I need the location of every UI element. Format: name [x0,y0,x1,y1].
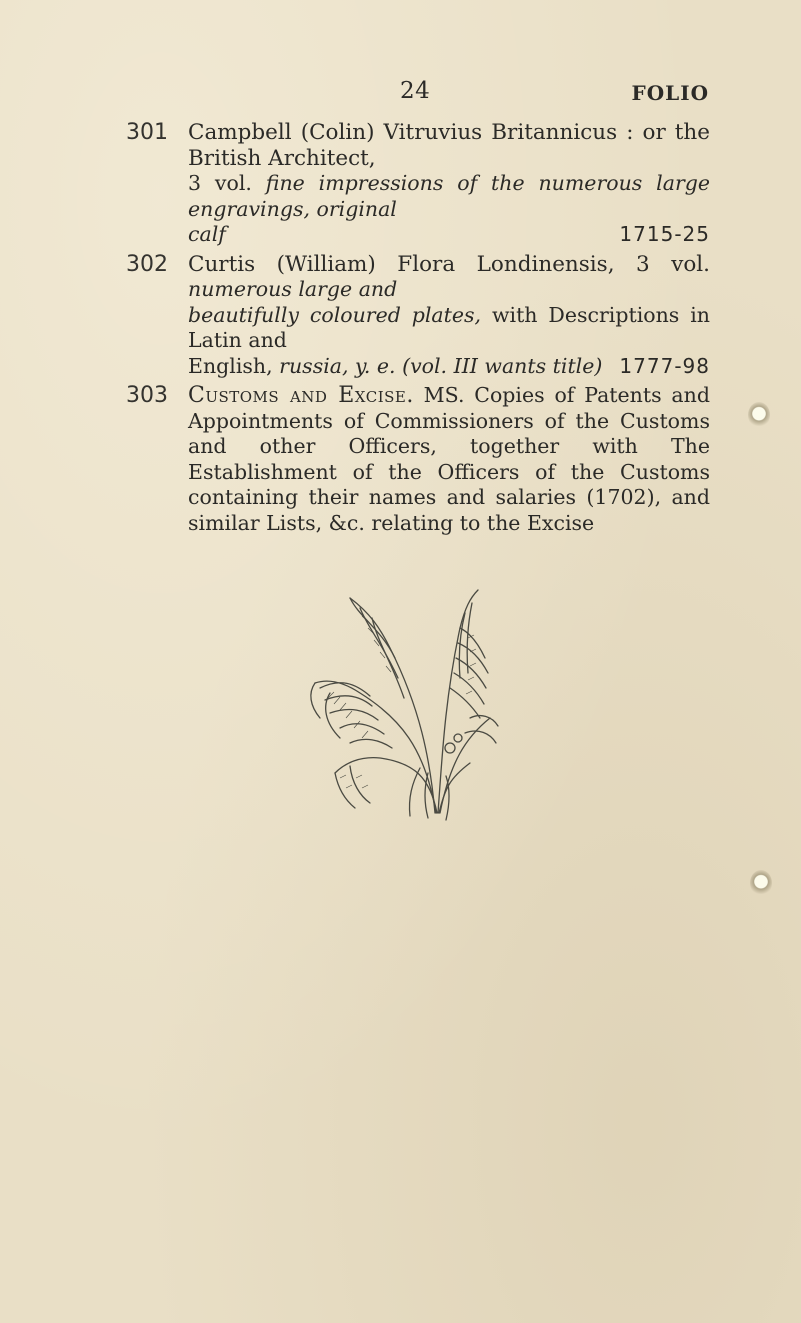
entry-date: 1715-25 [619,222,710,246]
entry-title: Campbell (Colin) Vitruvius Britannicus : or the British Architect, [188,120,710,171]
paper-stain [748,402,770,428]
catalogue-entry [0,383,801,536]
lot-number: 301 [126,120,168,145]
entry-description [188,120,710,248]
lot-number: 303 [126,383,168,408]
botanical-spray-ornament-icon [300,588,500,828]
lot-number: 302 [126,251,168,277]
entry-plates-note: numerous large and [188,277,398,301]
catalogue-entries [0,120,801,540]
entry-title: Curtis (William) Flora Londinensis, 3 vol. [188,251,710,277]
entry-binding: russia, y. e. (vol. III wants title) [279,353,603,378]
page-header [0,78,801,112]
entry-date-line [188,354,710,380]
entry-volumes: 3 vol. [188,171,266,195]
entry-description [188,383,710,536]
catalogue-entry [0,120,801,248]
entry-date: 1777-98 [619,353,710,378]
entry-binding: calf [188,222,226,246]
entry-text: MS. Copies of Patents and Appointments of Commissioners of the Customs and other Officers, together with The Establishment of the Officers of the Customs containing their names and salaries (1702), and similar Lists, &c. relating to the Excise [188,383,710,535]
entry-condition: fine impressions of the numerous large engravings, original [188,171,710,221]
entry-heading: Customs and Excise. [188,383,414,408]
page-number: 24 [400,78,431,104]
entry-plates-note-cont: beautifully coloured plates, [188,302,482,327]
entry-description [188,252,710,380]
catalogue-entry [0,252,801,380]
entry-descriptions: with Descriptions in Latin and [188,302,710,352]
entry-language: English, [188,353,280,378]
entry-date-line [188,222,710,248]
running-head: FOLIO [631,81,709,105]
paper-stain [750,870,772,896]
